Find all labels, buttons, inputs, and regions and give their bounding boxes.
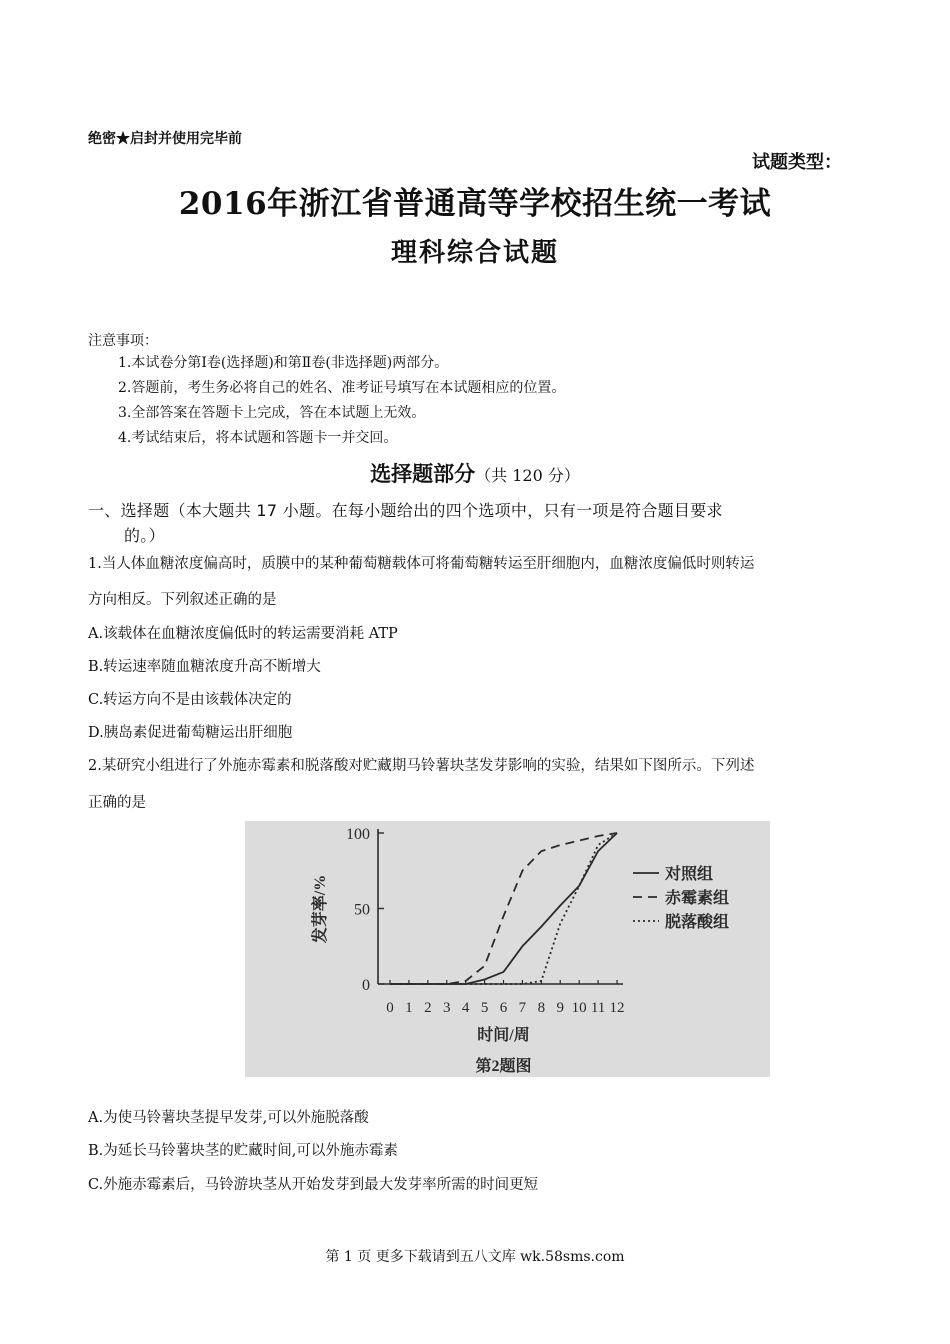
question-type-label: 试题类型： [752,152,842,173]
y-axis-label: 发芽率/% [312,874,329,944]
chart-title: 第2题图 [475,1058,532,1075]
series-line [390,833,617,984]
notice-item: 3.全部答案在答题卡上完成，答在本试题上无效。 [118,405,426,421]
notice-item: 1.本试卷分第Ⅰ卷(选择题)和第Ⅱ卷(非选择题)两部分。 [118,355,449,371]
y-tick-label: 50 [354,901,370,919]
legend-label: 脱落酸组 [665,914,730,931]
x-tick-label: 7 [518,1000,527,1016]
x-tick-label: 1 [405,1000,413,1016]
secret-label: 绝密★启封并使用完毕前 [88,131,242,147]
series-line [390,833,617,984]
section-score: （共 120 分） [475,466,580,485]
x-tick-label: 2 [424,1000,432,1016]
part1-line: 的。） [124,526,165,545]
x-tick-label: 8 [537,1000,546,1016]
x-tick-label: 3 [443,1000,451,1016]
q2-option-b: B.为延长马铃薯块茎的贮藏时间,可以外施赤霉素 [88,1143,398,1159]
legend-label: 对照组 [665,866,714,883]
x-tick-label: 10 [571,1000,587,1016]
page-footer: 第 1 页 更多下载请到五八文库 wk.58sms.com [325,1249,625,1265]
exam-title: 2016年浙江省普通高等学校招生统一考试 [178,186,772,222]
q2-option-a: A.为使马铃薯块茎提早发芽,可以外施脱落酸 [88,1110,369,1126]
q2-stem: 正确的是 [88,795,146,811]
q1-option-c: C.转运方向不是由该载体决定的 [88,692,292,708]
x-tick-label: 4 [461,1000,470,1016]
q2-figure [245,821,770,1077]
q1-option-d: D.胰岛素促进葡萄糖运出肝细胞 [88,725,293,741]
legend-label: 赤霉素组 [665,890,730,907]
y-tick-label: 100 [346,826,370,843]
notice-item: 4.考试结束后，将本试题和答题卡一并交回。 [118,430,398,446]
series-line [390,833,617,984]
notice-heading: 注意事项： [88,333,158,349]
x-tick-label: 9 [556,1000,564,1016]
germination-chart [245,821,770,1077]
x-tick-label: 12 [609,1000,625,1016]
q1-option-a: A.该载体在血糖浓度偏低时的转运需要消耗 ATP [88,626,398,642]
x-axis-label: 时间/周 [477,1027,530,1044]
x-tick-label: 0 [386,1000,394,1016]
x-tick-label: 5 [480,1000,489,1016]
section-title [0,458,950,488]
exam-subtitle: 理科综合试题 [390,238,559,268]
y-tick-label: 0 [362,977,370,994]
q2-stem: 2.某研究小组进行了外施赤霉素和脱落酸对贮藏期马铃薯块茎发芽影响的实验，结果如下图所示。下列述 [88,758,755,774]
part1-line: 一、选择题（本大题共 17 小题。在每小题给出的四个选项中，只有一项是符合题目要求 [88,501,723,520]
x-tick-label: 6 [499,1000,508,1016]
q1-stem: 方向相反。下列叙述正确的是 [88,592,277,608]
x-tick-label: 11 [590,1000,606,1016]
q1-stem: 1.当人体血糖浓度偏高时，质膜中的某种葡萄糖载体可将葡萄糖转运至肝细胞内，血糖浓度偏低时则转运 [88,556,755,572]
section-name: 选择题部分 [370,462,476,486]
q2-option-c: C.外施赤霉素后，马铃游块茎从开始发芽到最大发芽率所需的时间更短 [88,1177,539,1193]
part1-instructions [88,498,868,548]
notice-item: 2.答题前，考生务必将自己的姓名、准考证号填写在本试题相应的位置。 [118,380,566,396]
q1-option-b: B.转运速率随血糖浓度升高不断增大 [88,659,321,675]
